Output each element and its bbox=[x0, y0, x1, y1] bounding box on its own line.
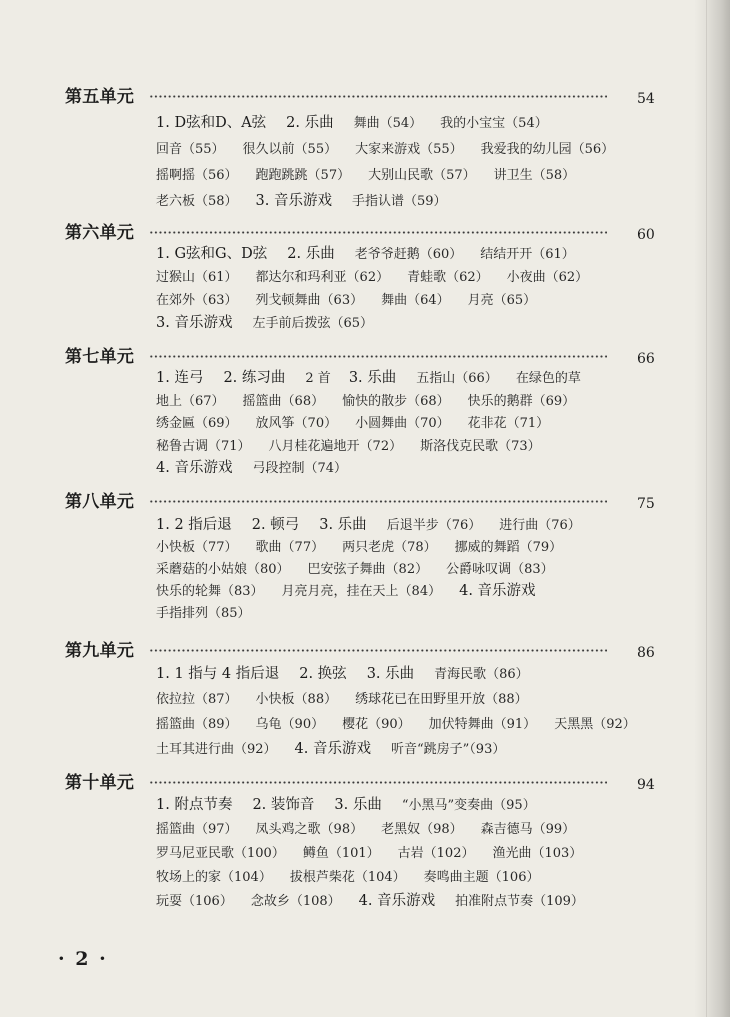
piece-entry: 小快板（88） bbox=[255, 692, 338, 707]
toc-line bbox=[156, 187, 656, 213]
unit-page-number: 94 bbox=[637, 777, 655, 793]
toc-line bbox=[156, 557, 656, 579]
unit-title: 第八单元 bbox=[65, 492, 135, 512]
piece-entry: 大家来游戏（55） bbox=[355, 142, 463, 157]
toc-line bbox=[156, 685, 656, 710]
piece-entry: 渔光曲（103） bbox=[492, 846, 583, 861]
piece-entry: 玩耍（106） bbox=[156, 894, 233, 909]
section-entry: 1. G弦和G、D弦 bbox=[156, 246, 268, 262]
piece-entry: 小快板（77） bbox=[156, 540, 238, 555]
section-entry: 1. D弦和D、A弦 bbox=[156, 115, 267, 131]
piece-entry: 土耳其进行曲（92） bbox=[156, 742, 277, 757]
section-entry: 4. 音乐游戏 bbox=[358, 893, 436, 909]
piece-entry: 青海民歌（86） bbox=[434, 667, 529, 682]
unit-entries bbox=[156, 792, 656, 912]
toc-unit bbox=[0, 641, 730, 760]
dotted-leader bbox=[149, 95, 607, 98]
piece-entry: 罗马尼亚民歌（100） bbox=[156, 846, 285, 861]
toc-unit bbox=[0, 223, 730, 333]
piece-entry: 讲卫生（58） bbox=[493, 168, 576, 183]
piece-entry: 回音（55） bbox=[156, 142, 225, 157]
unit-entries bbox=[156, 660, 656, 760]
piece-entry: 月亮月亮，挂在天上（84） bbox=[281, 584, 442, 599]
section-entry: 4. 音乐游戏 bbox=[459, 583, 536, 599]
piece-entry: 小夜曲（62） bbox=[506, 270, 589, 285]
toc-line bbox=[156, 864, 656, 888]
unit-heading-row bbox=[0, 641, 730, 661]
section-entry: 2. 乐曲 bbox=[287, 246, 335, 262]
piece-entry: 摇篮曲（89） bbox=[156, 717, 238, 732]
section-entry: 1. 附点节奏 bbox=[156, 797, 233, 813]
piece-entry: 我爱我的幼儿园（56） bbox=[480, 142, 615, 157]
unit-page-number: 75 bbox=[637, 496, 655, 512]
toc-unit bbox=[0, 773, 730, 912]
toc-line bbox=[156, 660, 656, 685]
toc-line bbox=[156, 735, 656, 760]
piece-entry: 天黑黑（92） bbox=[554, 717, 636, 732]
section-entry: 1. 连弓 bbox=[156, 370, 204, 386]
toc-line bbox=[156, 456, 656, 479]
piece-entry: 鳟鱼（101） bbox=[302, 846, 380, 861]
section-entry: 2. 练习曲 bbox=[223, 370, 286, 386]
toc-line bbox=[156, 513, 656, 535]
section-entry: 3. 乐曲 bbox=[348, 370, 397, 386]
toc-line bbox=[156, 287, 656, 310]
piece-entry: 进行曲（76） bbox=[499, 518, 581, 533]
unit-title: 第七单元 bbox=[65, 347, 135, 367]
piece-entry: 拍准附点节奏（109） bbox=[455, 894, 584, 909]
piece-entry: 公爵咏叹调（83） bbox=[446, 562, 554, 577]
toc-line bbox=[156, 792, 656, 816]
piece-entry: 绣球花已在田野里开放（88） bbox=[355, 692, 528, 707]
piece-entry: 愉快的散步（68） bbox=[342, 393, 450, 409]
piece-entry: 拔根芦柴花（104） bbox=[289, 870, 406, 885]
piece-entry: 采蘑菇的小姑娘（80） bbox=[156, 562, 290, 577]
unit-heading-row bbox=[0, 87, 730, 107]
piece-entry: 跑跑跳跳（57） bbox=[255, 168, 351, 183]
piece-entry: 舞曲（64） bbox=[381, 293, 450, 308]
dotted-leader bbox=[149, 781, 607, 784]
piece-entry: 依拉拉（87） bbox=[156, 692, 238, 707]
piece-entry: 快乐的鹅群（69） bbox=[467, 393, 576, 409]
piece-entry: 摇啊摇（56） bbox=[156, 168, 238, 183]
piece-entry: 森吉德马（99） bbox=[480, 822, 576, 837]
unit-entries bbox=[156, 109, 656, 213]
unit-title: 第十单元 bbox=[65, 773, 135, 793]
toc-line bbox=[156, 310, 656, 333]
piece-entry: 手指排列（85） bbox=[156, 606, 251, 621]
piece-entry: 我的小宝宝（54） bbox=[440, 116, 548, 131]
piece-entry: 两只老虎（78） bbox=[342, 540, 437, 555]
piece-entry: 加伏特舞曲（91） bbox=[428, 717, 537, 732]
dotted-leader bbox=[149, 649, 607, 652]
piece-entry: 八月桂花遍地开（72） bbox=[268, 438, 403, 454]
toc-line bbox=[156, 840, 656, 864]
section-entry: 1. 2 指后退 bbox=[156, 517, 232, 533]
piece-entry: 奏鸣曲主题（106） bbox=[423, 870, 540, 885]
section-entry: 4. 音乐游戏 bbox=[156, 460, 233, 476]
piece-entry: 小圆舞曲（70） bbox=[355, 416, 450, 431]
piece-entry: 弓段控制（74） bbox=[252, 461, 347, 476]
toc-line bbox=[156, 389, 656, 412]
toc-unit bbox=[0, 87, 730, 213]
unit-page-number: 66 bbox=[637, 351, 655, 367]
dotted-leader bbox=[149, 355, 607, 358]
piece-entry: 在郊外（63） bbox=[156, 293, 238, 308]
unit-heading-row bbox=[0, 773, 730, 793]
toc-line bbox=[156, 535, 656, 557]
section-entry: 3. 音乐游戏 bbox=[255, 193, 332, 209]
piece-entry: 结结开开（61） bbox=[480, 247, 575, 262]
unit-title: 第五单元 bbox=[65, 87, 135, 107]
piece-entry: 老六板（58） bbox=[156, 194, 238, 209]
unit-page-number: 60 bbox=[637, 227, 655, 243]
toc-line bbox=[156, 579, 656, 601]
piece-entry: 2 首 bbox=[305, 371, 331, 386]
piece-entry: 乌龟（90） bbox=[255, 717, 325, 732]
piece-entry: 秘鲁古调（71） bbox=[156, 438, 251, 454]
unit-page-number: 86 bbox=[637, 645, 655, 661]
toc-line bbox=[156, 135, 656, 161]
piece-entry: 摇篮曲（97） bbox=[156, 822, 238, 837]
piece-entry: 摇篮曲（68） bbox=[242, 393, 325, 409]
page-edge-shadow bbox=[694, 0, 730, 1017]
toc-unit bbox=[0, 492, 730, 623]
piece-entry: 挪威的舞蹈（79） bbox=[454, 540, 563, 555]
toc-line bbox=[156, 109, 656, 135]
piece-entry: 舞曲（54） bbox=[353, 116, 423, 131]
page-number-footer: · 2 · bbox=[58, 948, 108, 970]
section-entry: 2. 乐曲 bbox=[286, 115, 334, 131]
toc-line bbox=[156, 601, 656, 623]
toc-line bbox=[156, 241, 656, 264]
section-entry: 3. 音乐游戏 bbox=[156, 315, 233, 331]
toc-line bbox=[156, 264, 656, 287]
toc-line bbox=[156, 411, 656, 434]
piece-entry: 花非花（71） bbox=[467, 416, 550, 431]
section-entry: 3. 乐曲 bbox=[366, 666, 415, 682]
piece-entry: 斯洛伐克民歌（73） bbox=[420, 438, 541, 454]
piece-entry: 放风筝（70） bbox=[255, 416, 338, 431]
piece-entry: 凤头鸡之歌（98） bbox=[255, 822, 364, 837]
piece-entry: 快乐的轮舞（83） bbox=[156, 584, 264, 599]
unit-heading-row bbox=[0, 492, 730, 512]
section-entry: 1. 1 指与 4 指后退 bbox=[156, 666, 280, 682]
unit-title: 第九单元 bbox=[65, 641, 135, 661]
dotted-leader bbox=[149, 500, 607, 503]
piece-entry: 地上（67） bbox=[156, 393, 225, 409]
piece-entry: 大别山民歌（57） bbox=[368, 168, 476, 183]
piece-entry: 巴安弦子舞曲（82） bbox=[307, 562, 429, 577]
piece-entry: 念故乡（108） bbox=[250, 894, 341, 909]
section-entry: 2. 换弦 bbox=[299, 666, 347, 682]
unit-heading-row bbox=[0, 347, 730, 367]
dotted-leader bbox=[149, 231, 607, 234]
unit-page-number: 54 bbox=[637, 91, 655, 107]
piece-entry: 歌曲（77） bbox=[255, 540, 325, 555]
section-entry: 2. 顿弓 bbox=[251, 517, 300, 533]
section-entry: 3. 乐曲 bbox=[334, 797, 382, 813]
unit-entries bbox=[156, 366, 656, 479]
unit-entries bbox=[156, 513, 656, 623]
piece-entry: 列戈顿舞曲（63） bbox=[255, 293, 364, 308]
piece-entry: 很久以前（55） bbox=[242, 142, 338, 157]
toc-line bbox=[156, 161, 656, 187]
piece-entry: 左手前后拨弦（65） bbox=[252, 316, 373, 331]
piece-entry: 过猴山（61） bbox=[156, 270, 238, 285]
piece-entry: 手指认谱（59） bbox=[352, 194, 447, 209]
toc-line bbox=[156, 888, 656, 912]
piece-entry: 在绿色的草 bbox=[515, 371, 581, 386]
piece-entry: 都达尔和玛利亚（62） bbox=[255, 270, 390, 285]
piece-entry: 樱花（90） bbox=[342, 717, 411, 732]
toc-line bbox=[156, 710, 656, 735]
piece-entry: 老黑奴（98） bbox=[381, 822, 463, 837]
toc-line bbox=[156, 366, 656, 389]
piece-entry: 月亮（65） bbox=[467, 293, 537, 308]
toc-line bbox=[156, 434, 656, 457]
unit-heading-row bbox=[0, 223, 730, 243]
toc-line bbox=[156, 816, 656, 840]
piece-entry: 古岩（102） bbox=[397, 846, 475, 861]
section-entry: 3. 乐曲 bbox=[319, 517, 367, 533]
unit-title: 第六单元 bbox=[65, 223, 135, 243]
piece-entry: 老爷爷赶鹅（60） bbox=[354, 247, 463, 262]
piece-entry: 绣金匾（69） bbox=[156, 416, 238, 431]
section-entry: 4. 音乐游戏 bbox=[294, 741, 371, 757]
section-entry: 2. 装饰音 bbox=[252, 797, 315, 813]
toc-unit bbox=[0, 347, 730, 479]
piece-entry: 听音“跳房子”（93） bbox=[391, 742, 506, 757]
piece-entry: 青蛙歌（62） bbox=[407, 270, 489, 285]
piece-entry: 五指山（66） bbox=[416, 371, 498, 386]
piece-entry: 后退半步（76） bbox=[386, 518, 482, 533]
piece-entry: 牧场上的家（104） bbox=[156, 870, 272, 885]
unit-entries bbox=[156, 241, 656, 333]
piece-entry: “小黑马”变奏曲（95） bbox=[401, 798, 536, 813]
